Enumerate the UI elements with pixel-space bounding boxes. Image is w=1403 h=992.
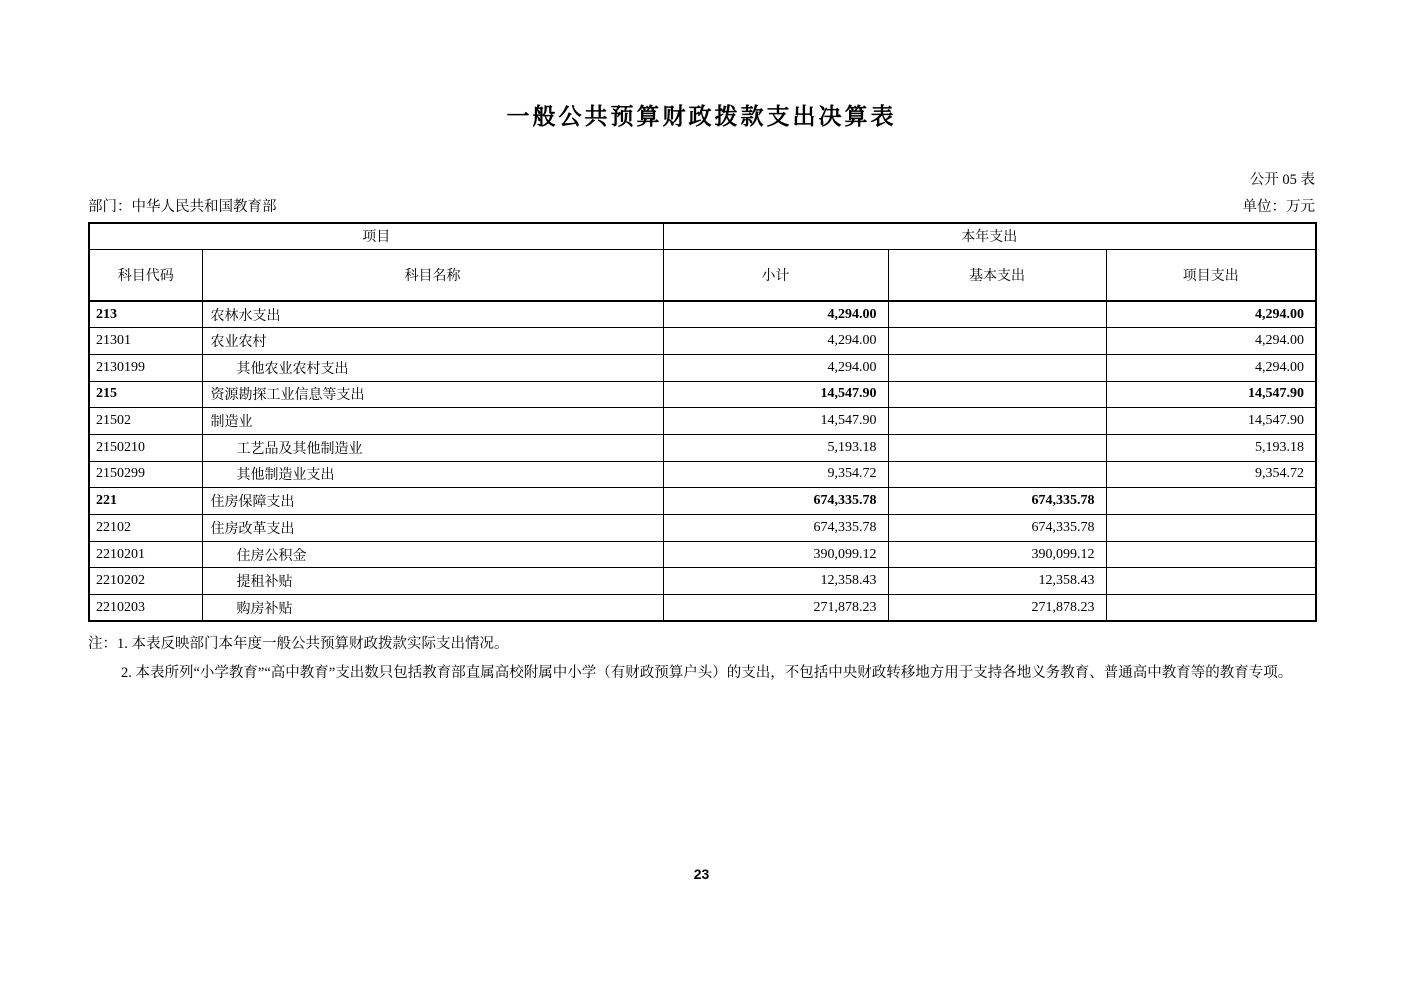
table-row xyxy=(89,595,1316,622)
cell-subtotal: 14,547.90 xyxy=(663,408,888,435)
cell-subtotal: 390,099.12 xyxy=(663,541,888,568)
note-prefix: 注： xyxy=(88,636,117,653)
notes xyxy=(88,630,1315,688)
cell-project-expenditure xyxy=(1106,568,1316,595)
cell-subject-name: 工艺品及其他制造业 xyxy=(202,434,663,461)
meta-row xyxy=(88,198,1315,217)
table-row xyxy=(89,434,1316,461)
table-row xyxy=(89,354,1316,381)
cell-subject-code: 2210201 xyxy=(89,541,202,568)
cell-subtotal: 674,335.78 xyxy=(663,488,888,515)
cell-project-expenditure xyxy=(1106,488,1316,515)
cell-subject-name: 其他制造业支出 xyxy=(202,461,663,488)
cell-subject-name: 购房补贴 xyxy=(202,595,663,622)
cell-subject-name: 制造业 xyxy=(202,408,663,435)
cell-basic-expenditure xyxy=(888,301,1106,328)
cell-subject-name: 资源勘探工业信息等支出 xyxy=(202,381,663,408)
cell-subtotal: 12,358.43 xyxy=(663,568,888,595)
cell-basic-expenditure: 271,878.23 xyxy=(888,595,1106,622)
cell-subject-code: 215 xyxy=(89,381,202,408)
cell-subtotal: 9,354.72 xyxy=(663,461,888,488)
cell-basic-expenditure: 12,358.43 xyxy=(888,568,1106,595)
cell-subject-name: 农林水支出 xyxy=(202,301,663,328)
note-2: 2. 本表所列“小学教育”“高中教育”支出数只包括教育部直属高校附属中小学（有财政预算户头）的支出，不包括中央财政转移地方用于支持各地义务教育、普通高中教育等的教育专项。 xyxy=(121,665,1293,682)
page-title: 一般公共预算财政拨款支出决算表 xyxy=(506,104,897,129)
cell-basic-expenditure: 390,099.12 xyxy=(888,541,1106,568)
table-row xyxy=(89,515,1316,542)
page-number: 23 xyxy=(693,866,710,882)
table-row xyxy=(89,568,1316,595)
cell-subtotal: 674,335.78 xyxy=(663,515,888,542)
note-1: 1. 本表反映部门本年度一般公共预算财政拨款实际支出情况。 xyxy=(117,636,509,653)
table-row xyxy=(89,541,1316,568)
column-header-row xyxy=(89,249,1316,301)
group-header-project: 项目 xyxy=(89,223,663,249)
col-header-subject-code: 科目代码 xyxy=(89,249,202,301)
cell-project-expenditure xyxy=(1106,541,1316,568)
cell-basic-expenditure xyxy=(888,408,1106,435)
cell-subject-code: 22102 xyxy=(89,515,202,542)
cell-project-expenditure: 4,294.00 xyxy=(1106,354,1316,381)
cell-subject-name: 其他农业农村支出 xyxy=(202,354,663,381)
cell-project-expenditure: 5,193.18 xyxy=(1106,434,1316,461)
cell-project-expenditure: 4,294.00 xyxy=(1106,328,1316,355)
cell-basic-expenditure: 674,335.78 xyxy=(888,515,1106,542)
cell-subject-name: 农业农村 xyxy=(202,328,663,355)
col-header-subject-name: 科目名称 xyxy=(202,249,663,301)
table-row xyxy=(89,381,1316,408)
col-header-basic-expenditure: 基本支出 xyxy=(888,249,1106,301)
cell-subject-code: 213 xyxy=(89,301,202,328)
cell-subject-code: 2130199 xyxy=(89,354,202,381)
cell-subtotal: 271,878.23 xyxy=(663,595,888,622)
cell-project-expenditure xyxy=(1106,515,1316,542)
cell-basic-expenditure xyxy=(888,354,1106,381)
cell-basic-expenditure xyxy=(888,381,1106,408)
table-row xyxy=(89,461,1316,488)
cell-subject-code: 2150299 xyxy=(89,461,202,488)
cell-subtotal: 4,294.00 xyxy=(663,301,888,328)
cell-basic-expenditure xyxy=(888,434,1106,461)
unit-label: 单位：万元 xyxy=(1242,199,1315,215)
cell-subject-code: 2210203 xyxy=(89,595,202,622)
cell-subject-code: 21502 xyxy=(89,408,202,435)
department-label: 部门：中华人民共和国教育部 xyxy=(88,199,277,215)
col-header-project-expenditure: 项目支出 xyxy=(1106,249,1316,301)
cell-project-expenditure: 14,547.90 xyxy=(1106,408,1316,435)
cell-basic-expenditure: 674,335.78 xyxy=(888,488,1106,515)
cell-subject-code: 221 xyxy=(89,488,202,515)
cell-subtotal: 4,294.00 xyxy=(663,354,888,381)
table-row xyxy=(89,488,1316,515)
note-line-1 xyxy=(88,630,1315,659)
cell-subject-name: 住房保障支出 xyxy=(202,488,663,515)
sheet xyxy=(88,100,1315,688)
cell-subject-code: 2210202 xyxy=(89,568,202,595)
group-header-current-year-expenditure: 本年支出 xyxy=(663,223,1316,249)
table-row xyxy=(89,301,1316,328)
cell-subject-name: 住房改革支出 xyxy=(202,515,663,542)
table-row xyxy=(89,408,1316,435)
cell-basic-expenditure xyxy=(888,328,1106,355)
cell-project-expenditure: 14,547.90 xyxy=(1106,381,1316,408)
cell-subtotal: 4,294.00 xyxy=(663,328,888,355)
group-header-row xyxy=(89,223,1316,249)
col-header-subtotal: 小计 xyxy=(663,249,888,301)
cell-project-expenditure: 9,354.72 xyxy=(1106,461,1316,488)
cell-basic-expenditure xyxy=(888,461,1106,488)
cell-subject-code: 2150210 xyxy=(89,434,202,461)
cell-subtotal: 5,193.18 xyxy=(663,434,888,461)
budget-table xyxy=(88,222,1317,622)
cell-subject-code: 21301 xyxy=(89,328,202,355)
table-row xyxy=(89,328,1316,355)
cell-subject-name: 提租补贴 xyxy=(202,568,663,595)
sheet-code: 公开 05 表 xyxy=(1249,172,1315,188)
cell-subtotal: 14,547.90 xyxy=(663,381,888,408)
cell-subject-name: 住房公积金 xyxy=(202,541,663,568)
cell-project-expenditure: 4,294.00 xyxy=(1106,301,1316,328)
cell-project-expenditure xyxy=(1106,595,1316,622)
